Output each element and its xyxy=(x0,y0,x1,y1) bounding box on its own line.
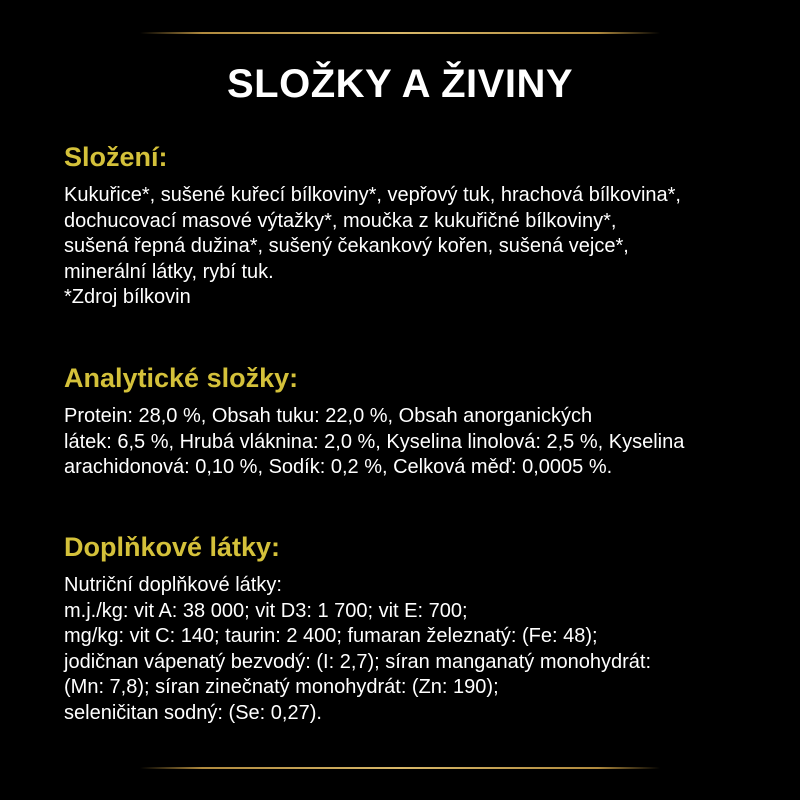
analytical-line: látek: 6,5 %, Hrubá vláknina: 2,0 %, Kyselina linolová: 2,5 %, Kyselina xyxy=(64,430,685,453)
additives-line: m.j./kg: vit A: 38 000; vit D3: 1 700; vit E: 700; xyxy=(64,599,468,622)
bottom-gold-divider xyxy=(140,767,660,769)
additives-text xyxy=(64,573,784,726)
top-gold-divider xyxy=(140,32,660,34)
composition-text xyxy=(64,183,784,311)
analytical-text xyxy=(64,404,784,481)
additives-heading: Doplňkové látky: xyxy=(64,532,281,562)
analytical-line: Protein: 28,0 %, Obsah tuku: 22,0 %, Obsah anorganických xyxy=(64,405,593,427)
analytical-heading: Analytické složky: xyxy=(64,363,299,393)
composition-line: dochucovací masové výtažky*, moučka z kukuřičné bílkoviny*, xyxy=(64,209,617,232)
composition-heading: Složení: xyxy=(64,142,168,172)
additives-line: (Mn: 7,8); síran zinečnatý monohydrát: (Zn: 190); xyxy=(64,676,499,698)
composition-line: minerální látky, rybí tuk. xyxy=(64,260,274,283)
protein-source-footnote: *Zdroj bílkovin xyxy=(64,286,191,308)
composition-line: sušená řepná dužina*, sušený čekankový kořen, sušená vejce*, xyxy=(64,235,629,257)
additives-line: jodičnan vápenatý bezvodý: (I: 2,7); síran manganatý monohydrát: xyxy=(64,650,652,673)
additives-line: mg/kg: vit C: 140; taurin: 2 400; fumaran železnatý: (Fe: 48); xyxy=(64,625,598,647)
analytical-line: arachidonová: 0,10 %, Sodík: 0,2 %, Celková měď: 0,0005 %. xyxy=(64,456,613,478)
composition-line: Kukuřice*, sušené kuřecí bílkoviny*, vepřový tuk, hrachová bílkovina*, xyxy=(64,184,681,206)
page-title: SLOŽKY A ŽIVINY xyxy=(226,62,574,106)
additives-line: Nutriční doplňkové látky: xyxy=(64,574,282,596)
additives-line: seleničitan sodný: (Se: 0,27). xyxy=(64,701,322,724)
